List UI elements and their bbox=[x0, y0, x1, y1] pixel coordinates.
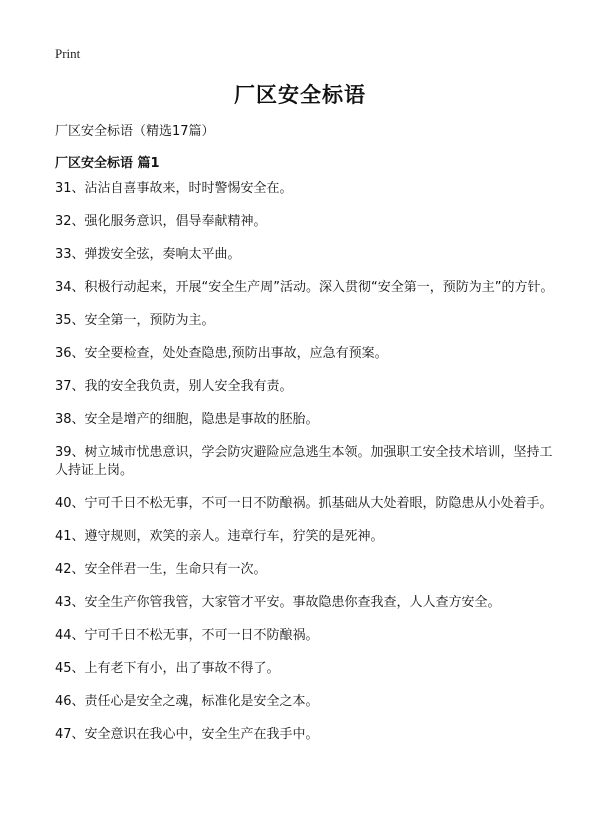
slogan-item: 42、安全伴君一生，生命只有一次。 bbox=[55, 562, 267, 577]
slogan-item: 38、安全是增产的细胞，隐患是事故的胚胎。 bbox=[55, 412, 319, 427]
slogan-item: 39、树立城市忧患意识，学会防灾避险应急逃生本领。加强职工安全技术培训，坚持工人持证上岗。 bbox=[55, 445, 553, 478]
slogan-item: 35、安全第一，预防为主。 bbox=[55, 313, 215, 328]
slogan-item: 33、弹拨安全弦，奏响太平曲。 bbox=[55, 247, 241, 262]
slogan-item: 47、安全意识在我心中，安全生产在我手中。 bbox=[55, 727, 319, 742]
print-link[interactable]: Print bbox=[55, 46, 81, 61]
slogan-item: 43、安全生产你管我管，大家管才平安。事故隐患你查我查，人人查方安全。 bbox=[55, 595, 501, 610]
slogan-list bbox=[55, 180, 555, 759]
slogan-item: 41、遵守规则，欢笑的亲人。违章行车，狞笑的是死神。 bbox=[55, 529, 384, 544]
slogan-item: 34、积极行动起来，开展“安全生产周”活动。深入贯彻“安全第一，预防为主”的方针。 bbox=[55, 280, 554, 295]
slogan-item: 32、强化服务意识，倡导奉献精神。 bbox=[55, 214, 267, 229]
slogan-item: 45、上有老下有小，出了事故不得了。 bbox=[55, 661, 280, 676]
document-subtitle: 厂区安全标语（精选17篇） bbox=[55, 124, 215, 139]
section-heading: 厂区安全标语 篇1 bbox=[55, 156, 160, 171]
slogan-item: 36、安全要检查，处处查隐患,预防出事故，应急有预案。 bbox=[55, 346, 388, 361]
slogan-item: 37、我的安全我负责，别人安全我有责。 bbox=[55, 379, 293, 394]
slogan-item: 40、宁可千日不松无事，不可一日不防酿祸。抓基础从大处着眼，防隐患从小处着手。 bbox=[55, 496, 553, 511]
slogan-item: 44、宁可千日不松无事，不可一日不防酿祸。 bbox=[55, 628, 319, 643]
slogan-item: 31、沾沾自喜事故来，时时警惕安全在。 bbox=[55, 181, 293, 196]
page-title: 厂区安全标语 bbox=[234, 83, 366, 107]
slogan-item: 46、责任心是安全之魂，标准化是安全之本。 bbox=[55, 694, 319, 709]
